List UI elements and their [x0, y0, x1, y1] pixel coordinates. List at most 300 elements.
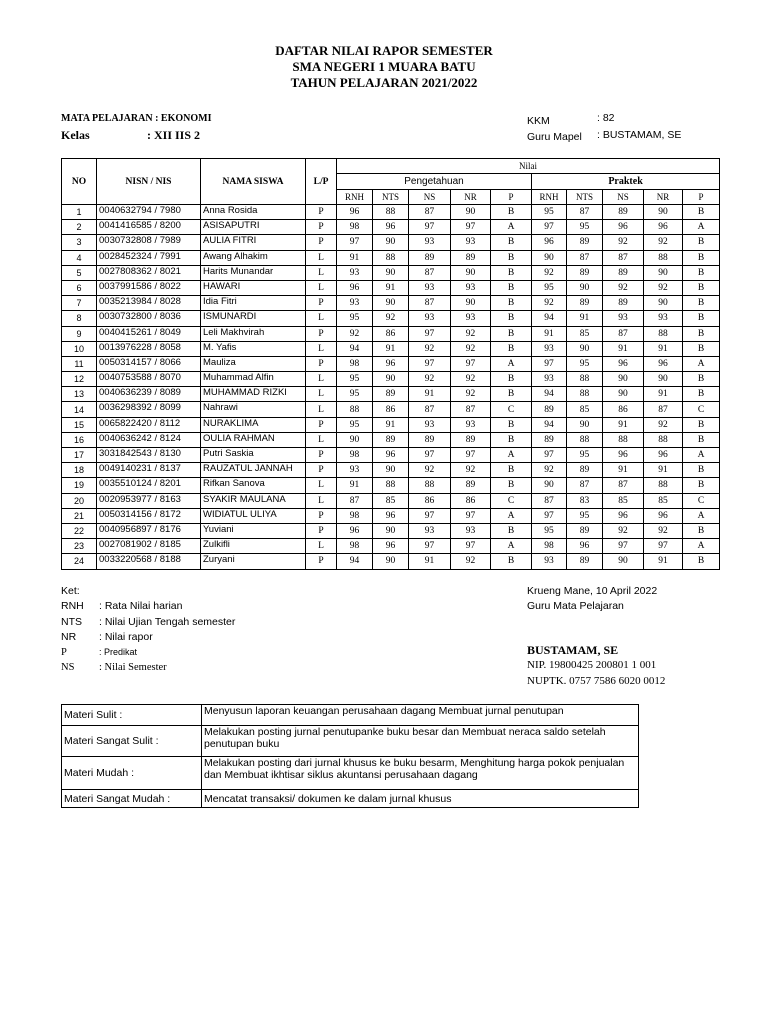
row-value: 95 [337, 372, 373, 387]
row-value: 89 [567, 235, 603, 250]
row-value: B [683, 296, 720, 311]
row-lp: P [306, 523, 337, 538]
row-value: 95 [567, 220, 603, 235]
row-nama: OULIA RAHMAN [201, 432, 306, 447]
nilai-header: Nilai [337, 159, 720, 174]
row-value: 93 [532, 372, 567, 387]
row-no: 4 [62, 250, 97, 265]
row-value: 89 [373, 387, 409, 402]
row-value: B [683, 432, 720, 447]
row-value: 92 [532, 463, 567, 478]
row-lp: P [306, 448, 337, 463]
row-value: B [683, 523, 720, 538]
row-value: 88 [603, 432, 644, 447]
row-value: 93 [451, 523, 491, 538]
kkm-value: : 82 [597, 112, 615, 124]
row-value: 97 [451, 220, 491, 235]
row-value: 87 [603, 326, 644, 341]
row-value: 92 [451, 387, 491, 402]
row-value: 89 [532, 432, 567, 447]
row-lp: L [306, 280, 337, 295]
row-value: 89 [567, 296, 603, 311]
row-value: 98 [337, 220, 373, 235]
row-value: 87 [532, 493, 567, 508]
row-value: 90 [451, 265, 491, 280]
row-value: 86 [451, 493, 491, 508]
row-value: 95 [567, 448, 603, 463]
row-value: B [491, 554, 532, 569]
row-value: 92 [644, 280, 683, 295]
row-no: 11 [62, 356, 97, 371]
row-no: 6 [62, 280, 97, 295]
subheader-cell: NS [603, 189, 644, 204]
row-value: 98 [337, 356, 373, 371]
row-lp: P [306, 554, 337, 569]
row-nisn: 0030732800 / 8036 [97, 311, 201, 326]
row-value: B [683, 417, 720, 432]
row-value: 89 [567, 554, 603, 569]
ket-key: NS [61, 662, 75, 673]
mapel-label: MATA PELAJARAN : EKONOMI [61, 113, 212, 124]
table-row [62, 326, 720, 341]
row-value: 90 [644, 372, 683, 387]
row-value: 87 [567, 478, 603, 493]
row-value: 96 [603, 508, 644, 523]
table-row [62, 402, 720, 417]
row-value: 88 [644, 250, 683, 265]
row-value: 94 [532, 311, 567, 326]
row-value: 97 [532, 220, 567, 235]
row-value: 96 [373, 220, 409, 235]
table-row [62, 356, 720, 371]
subheader-cell: RNH [532, 189, 567, 204]
row-lp: P [306, 220, 337, 235]
row-lp: P [306, 508, 337, 523]
materi-text: Menyusun laporan keuangan perusahaan dagang Membuat jurnal penutupan [202, 705, 639, 726]
row-lp: L [306, 493, 337, 508]
row-nama: Rifkan Sanova [201, 478, 306, 493]
row-value: 93 [451, 235, 491, 250]
row-value: B [491, 478, 532, 493]
subheader-cell: NR [644, 189, 683, 204]
row-no: 21 [62, 508, 97, 523]
row-nisn: 3031842543 / 8130 [97, 448, 201, 463]
row-nisn: 0050314157 / 8066 [97, 356, 201, 371]
row-value: 97 [532, 356, 567, 371]
row-value: 96 [373, 539, 409, 554]
row-value: B [683, 326, 720, 341]
row-nisn: 0030732808 / 7989 [97, 235, 201, 250]
row-no: 17 [62, 448, 97, 463]
row-value: 91 [337, 478, 373, 493]
row-nama: Anna Rosida [201, 205, 306, 220]
row-value: 91 [567, 311, 603, 326]
row-value: 89 [451, 432, 491, 447]
row-value: 90 [644, 296, 683, 311]
row-value: 92 [337, 326, 373, 341]
row-no: 2 [62, 220, 97, 235]
row-value: 83 [567, 493, 603, 508]
row-nama: Zuryani [201, 554, 306, 569]
row-value: 93 [451, 280, 491, 295]
row-lp: P [306, 463, 337, 478]
row-value: A [491, 448, 532, 463]
row-value: 93 [644, 311, 683, 326]
row-value: B [683, 265, 720, 280]
row-value: 90 [567, 280, 603, 295]
row-value: B [491, 417, 532, 432]
row-value: 97 [532, 508, 567, 523]
row-value: 90 [603, 554, 644, 569]
row-nisn: 0040415261 / 8049 [97, 326, 201, 341]
ket-value: : Predikat [99, 646, 138, 657]
row-value: 91 [373, 341, 409, 356]
row-value: 93 [409, 523, 451, 538]
row-value: A [491, 508, 532, 523]
sign-nip: NIP. 19800425 200801 1 001 [527, 659, 657, 671]
row-value: 89 [603, 265, 644, 280]
row-nama: Nahrawi [201, 402, 306, 417]
row-value: 90 [373, 265, 409, 280]
row-value: 93 [409, 417, 451, 432]
row-value: B [683, 478, 720, 493]
row-no: 12 [62, 372, 97, 387]
row-value: 85 [603, 493, 644, 508]
row-value: 98 [337, 508, 373, 523]
row-lp: P [306, 296, 337, 311]
row-value: 91 [373, 417, 409, 432]
row-nisn: 0040753588 / 8070 [97, 372, 201, 387]
ket-key: P [61, 646, 67, 658]
table-row [62, 508, 720, 523]
sign-place-date: Krueng Mane, 10 April 2022 [527, 585, 658, 597]
row-value: 93 [337, 265, 373, 280]
table-row [62, 280, 720, 295]
row-value: 95 [532, 205, 567, 220]
row-value: B [683, 250, 720, 265]
header-school: SMA NEGERI 1 MUARA BATU [292, 59, 476, 74]
row-value: B [491, 463, 532, 478]
row-value: 90 [373, 372, 409, 387]
sign-nuptk: NUPTK. 0757 7586 6020 0012 [527, 675, 666, 687]
row-value: 92 [451, 554, 491, 569]
sign-name: BUSTAMAM, SE [527, 643, 619, 657]
row-nisn: 0020953977 / 8163 [97, 493, 201, 508]
row-value: 93 [603, 311, 644, 326]
row-value: 96 [337, 280, 373, 295]
materi-label: Materi Sulit : [62, 705, 202, 726]
materi-label: Materi Sangat Sulit : [62, 726, 202, 757]
row-value: B [683, 311, 720, 326]
row-value: 87 [337, 493, 373, 508]
row-nama: NURAKLIMA [201, 417, 306, 432]
row-value: 92 [451, 341, 491, 356]
row-value: 93 [532, 554, 567, 569]
row-value: 98 [532, 539, 567, 554]
row-value: 96 [644, 356, 683, 371]
row-value: B [491, 265, 532, 280]
row-value: B [683, 205, 720, 220]
row-value: 90 [603, 387, 644, 402]
row-lp: P [306, 235, 337, 250]
row-value: 92 [451, 372, 491, 387]
grades-table [61, 158, 720, 570]
materi-label: Materi Sangat Mudah : [62, 790, 202, 808]
row-lp: P [306, 326, 337, 341]
row-value: 91 [409, 554, 451, 569]
row-nama: Harits Munandar [201, 265, 306, 280]
row-value: B [683, 463, 720, 478]
row-value: 90 [567, 341, 603, 356]
row-value: 88 [409, 478, 451, 493]
row-no: 7 [62, 296, 97, 311]
ket-key: NR [61, 631, 77, 643]
row-value: 91 [337, 250, 373, 265]
row-value: B [491, 372, 532, 387]
row-nama: RAUZATUL JANNAH [201, 463, 306, 478]
row-value: A [491, 356, 532, 371]
row-value: 89 [603, 205, 644, 220]
row-value: 93 [337, 296, 373, 311]
row-no: 14 [62, 402, 97, 417]
materi-table [61, 704, 639, 808]
row-value: 88 [373, 205, 409, 220]
ket-value: : Rata Nilai harian [99, 600, 183, 612]
row-value: C [491, 493, 532, 508]
row-value: 96 [532, 235, 567, 250]
row-nisn: 0049140231 / 8137 [97, 463, 201, 478]
row-nama: WIDIATUL ULIYA [201, 508, 306, 523]
header-year: TAHUN PELAJARAN 2021/2022 [290, 75, 478, 90]
materi-text: Melakukan posting jurnal penutupanke buku besar dan Membuat neraca saldo setelah penutupan buku [202, 726, 639, 757]
table-row [62, 493, 720, 508]
row-nama: ISMUNARDI [201, 311, 306, 326]
col-nisn-header: NISN / NIS [97, 159, 201, 205]
row-value: 89 [409, 250, 451, 265]
row-value: 92 [451, 326, 491, 341]
row-value: 87 [603, 478, 644, 493]
subheader-cell: RNH [337, 189, 373, 204]
row-value: A [683, 448, 720, 463]
row-no: 16 [62, 432, 97, 447]
row-nama: MUHAMMAD RIZKI [201, 387, 306, 402]
row-nisn: 0033220568 / 8188 [97, 554, 201, 569]
row-value: 87 [409, 265, 451, 280]
row-lp: L [306, 265, 337, 280]
row-value: 96 [603, 356, 644, 371]
row-nama: Muhammad Alfin [201, 372, 306, 387]
row-value: 93 [337, 463, 373, 478]
row-value: 96 [373, 448, 409, 463]
row-value: 87 [409, 402, 451, 417]
row-lp: L [306, 432, 337, 447]
materi-text: Melakukan posting dari jurnal khusus ke buku besarm, Menghitung harga pokok penjualan dan Membuat ikhtisar siklus akuntansi perusahaan dagang [202, 757, 639, 790]
row-value: 95 [532, 280, 567, 295]
row-value: 98 [337, 539, 373, 554]
row-value: 91 [373, 280, 409, 295]
row-lp: L [306, 372, 337, 387]
row-value: 95 [567, 356, 603, 371]
row-no: 10 [62, 341, 97, 356]
row-nama: Idia Fitri [201, 296, 306, 311]
row-value: 88 [373, 250, 409, 265]
row-value: 95 [532, 523, 567, 538]
row-value: B [683, 372, 720, 387]
row-value: 97 [532, 448, 567, 463]
row-value: 97 [409, 356, 451, 371]
row-value: 86 [409, 493, 451, 508]
row-value: 97 [409, 448, 451, 463]
col-nama-header: NAMA SISWA [201, 159, 306, 205]
materi-text: Mencatat transaksi/ dokumen ke dalam jurnal khusus [202, 790, 639, 808]
row-value: 89 [451, 478, 491, 493]
header-title: DAFTAR NILAI RAPOR SEMESTER [275, 43, 493, 58]
row-value: 96 [644, 220, 683, 235]
row-value: 96 [337, 523, 373, 538]
row-value: 85 [373, 493, 409, 508]
row-value: 93 [451, 311, 491, 326]
col-lp-header: L/P [306, 159, 337, 205]
row-value: 89 [603, 296, 644, 311]
row-value: 96 [567, 539, 603, 554]
subheader-cell: NTS [373, 189, 409, 204]
row-value: 92 [603, 280, 644, 295]
row-value: 87 [567, 250, 603, 265]
row-value: 90 [337, 432, 373, 447]
row-value: 88 [567, 372, 603, 387]
ket-value: : Nilai Semester [99, 662, 167, 673]
row-value: B [491, 311, 532, 326]
row-value: 91 [644, 463, 683, 478]
row-nama: M. Yafis [201, 341, 306, 356]
row-value: 96 [644, 508, 683, 523]
table-row [62, 463, 720, 478]
row-value: B [683, 280, 720, 295]
row-value: 97 [451, 539, 491, 554]
subheader-cell: NTS [567, 189, 603, 204]
row-value: 85 [567, 402, 603, 417]
row-value: 89 [409, 432, 451, 447]
row-value: 95 [337, 417, 373, 432]
row-no: 22 [62, 523, 97, 538]
row-nama: SYAKIR MAULANA [201, 493, 306, 508]
row-value: 88 [567, 432, 603, 447]
materi-row [62, 705, 639, 726]
row-nama: AULIA FITRI [201, 235, 306, 250]
row-value: 92 [644, 417, 683, 432]
row-value: 92 [603, 235, 644, 250]
materi-label: Materi Mudah : [62, 757, 202, 790]
table-row [62, 432, 720, 447]
row-value: 90 [644, 265, 683, 280]
row-value: 92 [451, 463, 491, 478]
row-lp: L [306, 402, 337, 417]
table-row [62, 448, 720, 463]
row-value: 97 [644, 539, 683, 554]
grades-body [62, 205, 720, 570]
row-value: 92 [373, 311, 409, 326]
guru-label: Guru Mapel [527, 131, 582, 143]
materi-row [62, 726, 639, 757]
row-value: 90 [373, 554, 409, 569]
table-row [62, 417, 720, 432]
row-value: B [491, 387, 532, 402]
row-no: 8 [62, 311, 97, 326]
row-nisn: 0027081902 / 8185 [97, 539, 201, 554]
row-value: 90 [373, 235, 409, 250]
row-value: 86 [373, 402, 409, 417]
ket-value: : Nilai Ujian Tengah semester [99, 615, 236, 628]
row-value: 90 [567, 417, 603, 432]
row-value: B [491, 235, 532, 250]
row-nama: Yuviani [201, 523, 306, 538]
table-row [62, 250, 720, 265]
row-value: 91 [603, 341, 644, 356]
row-value: 91 [644, 341, 683, 356]
row-value: 89 [373, 432, 409, 447]
row-value: 97 [409, 220, 451, 235]
row-value: 88 [337, 402, 373, 417]
row-value: 94 [337, 341, 373, 356]
table-row [62, 265, 720, 280]
row-value: 90 [373, 463, 409, 478]
materi-row [62, 790, 639, 808]
row-value: 91 [644, 387, 683, 402]
table-row [62, 311, 720, 326]
row-value: 87 [409, 296, 451, 311]
table-row [62, 220, 720, 235]
row-value: A [683, 539, 720, 554]
kkm-label: KKM [527, 115, 550, 127]
row-value: B [683, 341, 720, 356]
table-row [62, 235, 720, 250]
row-value: A [683, 220, 720, 235]
row-no: 24 [62, 554, 97, 569]
row-value: 96 [373, 356, 409, 371]
sign-role: Guru Mata Pelajaran [527, 600, 624, 612]
row-value: 92 [644, 235, 683, 250]
row-value: 96 [373, 508, 409, 523]
row-value: 85 [567, 326, 603, 341]
praktek-header: Praktek [532, 174, 720, 189]
row-nisn: 0040956897 / 8176 [97, 523, 201, 538]
row-value: 97 [337, 235, 373, 250]
row-value: 85 [644, 493, 683, 508]
row-value: 90 [373, 523, 409, 538]
row-value: 94 [337, 554, 373, 569]
row-value: 87 [451, 402, 491, 417]
row-value: B [683, 387, 720, 402]
row-nama: Leli Makhvirah [201, 326, 306, 341]
row-nisn: 0035510124 / 8201 [97, 478, 201, 493]
row-value: 91 [603, 463, 644, 478]
row-value: 86 [373, 326, 409, 341]
row-value: 90 [532, 478, 567, 493]
row-value: 94 [532, 417, 567, 432]
row-value: A [683, 356, 720, 371]
row-value: 91 [532, 326, 567, 341]
row-value: 88 [644, 478, 683, 493]
row-nisn: 0036298392 / 8099 [97, 402, 201, 417]
row-value: 93 [409, 280, 451, 295]
row-value: A [683, 508, 720, 523]
table-row [62, 554, 720, 569]
row-value: A [491, 220, 532, 235]
row-nisn: 0065822420 / 8112 [97, 417, 201, 432]
row-lp: P [306, 356, 337, 371]
row-value: B [683, 235, 720, 250]
row-value: 96 [603, 220, 644, 235]
